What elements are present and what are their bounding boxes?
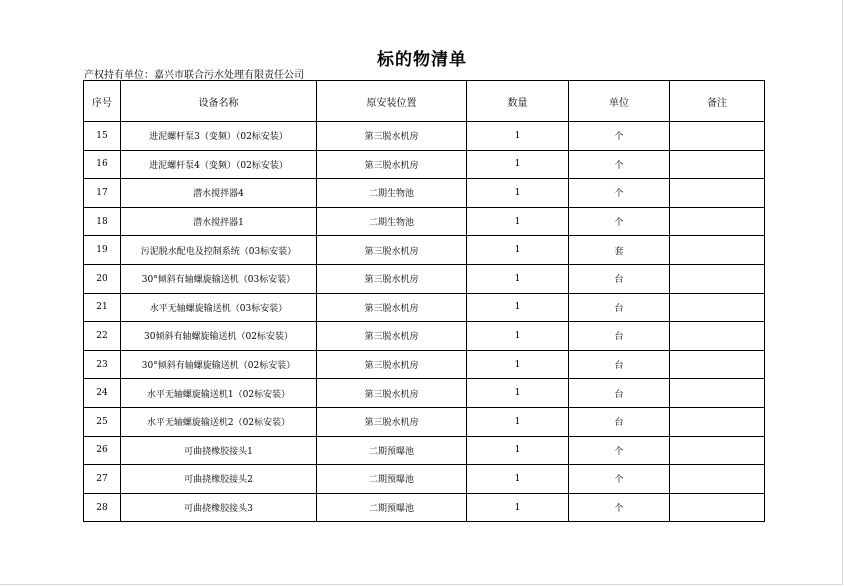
cell-no: 15: [84, 122, 121, 151]
cell-qty: 1: [467, 293, 569, 322]
table-row: [84, 150, 765, 179]
cell-note: [670, 179, 765, 208]
cell-qty: 1: [467, 322, 569, 351]
cell-unit: 台: [569, 264, 670, 293]
cell-note: [670, 264, 765, 293]
cell-name: 可曲挠橡胶接头3: [121, 493, 317, 522]
cell-name: 30倾斜有轴螺旋输送机（02标安装）: [121, 322, 317, 351]
cell-no: 24: [84, 379, 121, 408]
cell-note: [670, 436, 765, 465]
document-title: 标的物清单: [377, 50, 467, 70]
cell-location: 第三脱水机房: [317, 293, 467, 322]
cell-unit: 台: [569, 379, 670, 408]
cell-no: 27: [84, 465, 121, 494]
cell-unit: 台: [569, 293, 670, 322]
cell-name: 30°倾斜有轴螺旋输送机（03标安装）: [121, 264, 317, 293]
header-qty: 数量: [467, 81, 569, 122]
cell-unit: 台: [569, 322, 670, 351]
table-row: [84, 379, 765, 408]
cell-no: 18: [84, 207, 121, 236]
cell-location: 第三脱水机房: [317, 322, 467, 351]
cell-qty: 1: [467, 179, 569, 208]
header-row: [84, 81, 765, 122]
cell-unit: 套: [569, 236, 670, 265]
header-no: 序号: [84, 81, 121, 122]
cell-qty: 1: [467, 407, 569, 436]
cell-note: [670, 493, 765, 522]
table-row: [84, 236, 765, 265]
cell-no: 23: [84, 350, 121, 379]
cell-qty: 1: [467, 207, 569, 236]
table-row: [84, 493, 765, 522]
cell-note: [670, 379, 765, 408]
cell-no: 19: [84, 236, 121, 265]
cell-location: 第三脱水机房: [317, 264, 467, 293]
cell-note: [670, 350, 765, 379]
cell-qty: 1: [467, 350, 569, 379]
table-row: [84, 350, 765, 379]
cell-qty: 1: [467, 122, 569, 151]
table-row: [84, 293, 765, 322]
table-body: [84, 122, 765, 522]
cell-qty: 1: [467, 264, 569, 293]
table-row: [84, 465, 765, 494]
cell-no: 26: [84, 436, 121, 465]
cell-unit: 台: [569, 407, 670, 436]
cell-location: 第三脱水机房: [317, 350, 467, 379]
cell-note: [670, 236, 765, 265]
cell-qty: 1: [467, 493, 569, 522]
cell-no: 25: [84, 407, 121, 436]
cell-name: 30°倾斜有轴螺旋输送机（02标安装）: [121, 350, 317, 379]
cell-qty: 1: [467, 465, 569, 494]
inventory-table: [83, 80, 765, 522]
cell-name: 可曲挠橡胶接头2: [121, 465, 317, 494]
cell-note: [670, 207, 765, 236]
cell-note: [670, 407, 765, 436]
cell-location: 第三脱水机房: [317, 122, 467, 151]
cell-name: 水平无轴螺旋输送机1（02标安装）: [121, 379, 317, 408]
table-row: [84, 264, 765, 293]
cell-location: 第三脱水机房: [317, 379, 467, 408]
cell-unit: 个: [569, 150, 670, 179]
cell-unit: 个: [569, 179, 670, 208]
cell-unit: 个: [569, 436, 670, 465]
table-row: [84, 322, 765, 351]
cell-no: 28: [84, 493, 121, 522]
cell-unit: 个: [569, 465, 670, 494]
table-row: [84, 407, 765, 436]
cell-note: [670, 465, 765, 494]
cell-qty: 1: [467, 150, 569, 179]
cell-unit: 个: [569, 122, 670, 151]
cell-unit: 台: [569, 350, 670, 379]
cell-no: 20: [84, 264, 121, 293]
cell-note: [670, 150, 765, 179]
header-unit: 单位: [569, 81, 670, 122]
cell-name: 进泥螺杆泵4（变频）（02标安装）: [121, 150, 317, 179]
cell-note: [670, 122, 765, 151]
table-row: [84, 179, 765, 208]
cell-location: 二期预曝池: [317, 493, 467, 522]
cell-location: 二期预曝池: [317, 465, 467, 494]
cell-name: 可曲挠橡胶接头1: [121, 436, 317, 465]
cell-no: 22: [84, 322, 121, 351]
table-row: [84, 207, 765, 236]
owner-label: 产权持有单位：嘉兴市联合污水处理有限责任公司: [84, 70, 304, 81]
table-row: [84, 122, 765, 151]
cell-location: 二期预曝池: [317, 436, 467, 465]
cell-location: 二期生物池: [317, 207, 467, 236]
cell-location: 第三脱水机房: [317, 150, 467, 179]
cell-qty: 1: [467, 436, 569, 465]
cell-qty: 1: [467, 379, 569, 408]
cell-qty: 1: [467, 236, 569, 265]
cell-note: [670, 322, 765, 351]
cell-name: 潜水搅拌器4: [121, 179, 317, 208]
cell-name: 水平无轴螺旋输送机2（02标安装）: [121, 407, 317, 436]
cell-no: 21: [84, 293, 121, 322]
cell-location: 第三脱水机房: [317, 407, 467, 436]
cell-no: 17: [84, 179, 121, 208]
header-name: 设备名称: [121, 81, 317, 122]
cell-name: 水平无轴螺旋输送机（03标安装）: [121, 293, 317, 322]
cell-unit: 个: [569, 207, 670, 236]
cell-name: 潜水搅拌器1: [121, 207, 317, 236]
header-note: 备注: [670, 81, 765, 122]
cell-name: 进泥螺杆泵3（变频）（02标安装）: [121, 122, 317, 151]
cell-location: 第三脱水机房: [317, 236, 467, 265]
cell-no: 16: [84, 150, 121, 179]
cell-unit: 个: [569, 493, 670, 522]
cell-location: 二期生物池: [317, 179, 467, 208]
cell-note: [670, 293, 765, 322]
cell-name: 污泥脱水配电及控制系统（03标安装）: [121, 236, 317, 265]
table-row: [84, 436, 765, 465]
header-location: 原安装位置: [317, 81, 467, 122]
